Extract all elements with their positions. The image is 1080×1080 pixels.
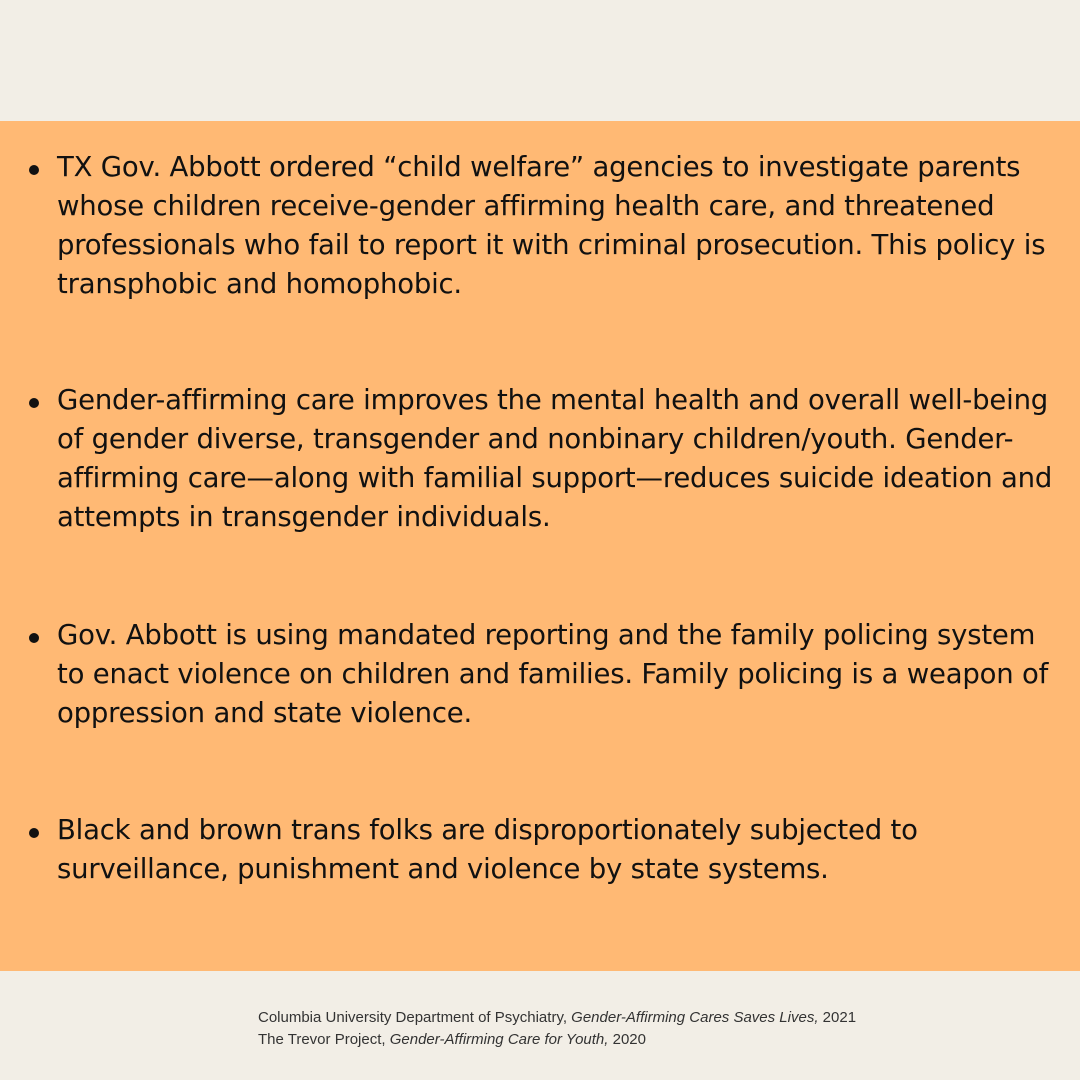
citation-author: The Trevor Project, — [258, 1031, 390, 1048]
citation-year: 2020 — [608, 1031, 646, 1048]
citation-line — [258, 1007, 856, 1029]
content-panel — [0, 121, 1080, 971]
bullet-text: Black and brown trans folks are disproportionately subjected to surveillance, punishment and violence by state systems. — [57, 814, 918, 885]
source-citations — [258, 1007, 856, 1051]
bullet-text: TX Gov. Abbott ordered “child welfare” agencies to investigate parents whose children receive-gender affirming health care, and threatened professionals who fail to report it with criminal prosecution. This policy is transphobic and homophobic. — [57, 151, 1046, 300]
bullet-text: Gov. Abbott is using mandated reporting and the family policing system to enact violence on children and families. Family policing is a weapon of oppression and state violence. — [57, 619, 1049, 729]
citation-line — [258, 1029, 856, 1051]
citation-title: Gender-Affirming Care for Youth, — [389, 1031, 609, 1048]
bullet-dot-icon — [29, 633, 39, 643]
citation-author: Columbia University Department of Psychiatry, — [258, 1009, 572, 1026]
citation-title: Gender-Affirming Cares Saves Lives, — [571, 1009, 819, 1026]
bullet-dot-icon — [29, 165, 39, 175]
bullet-dot-icon — [29, 828, 39, 838]
bullet-dot-icon — [29, 398, 39, 408]
citation-year: 2021 — [818, 1009, 857, 1026]
bullet-text: Gender-affirming care improves the mental health and overall well-being of gender diverse, transgender and nonbinary children/youth. Gender-affirming care—along with familial support—reduces suicide ideation and attempts in transgender individuals. — [57, 384, 1053, 533]
